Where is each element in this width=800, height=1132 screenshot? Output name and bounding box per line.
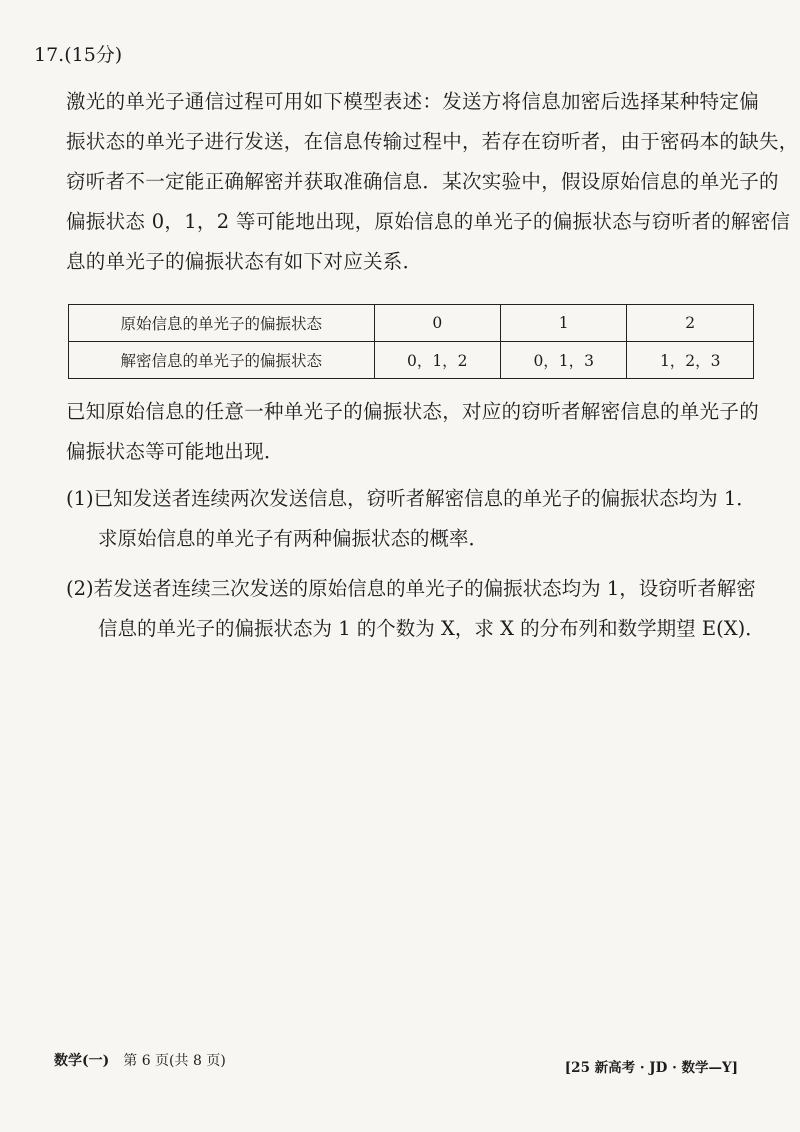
table-cell: 1，2，3 — [627, 342, 754, 379]
intro-line: 息的单光子的偏振状态有如下对应关系． — [66, 250, 423, 273]
paragraph-line: 偏振状态等可能地出现． — [66, 440, 284, 463]
table-cell: 0，1，3 — [501, 342, 627, 379]
subquestion-1-line2: 求原始信息的单光子有两种偏振状态的概率． — [98, 527, 489, 550]
intro-line: 偏振状态 0，1，2 等可能地出现，原始信息的单光子的偏振状态与窃听者的解密信 — [66, 210, 791, 233]
table-row — [69, 342, 754, 379]
row-label: 原始信息的单光子的偏振状态 — [69, 305, 375, 342]
subquestion-1-line1: (1)已知发送者连续两次发送信息，窃听者解密信息的单光子的偏振状态均为 1． — [66, 487, 756, 510]
row-label: 解密信息的单光子的偏振状态 — [69, 342, 375, 379]
intro-line: 激光的单光子通信过程可用如下模型表述：发送方将信息加密后选择某种特定偏 — [66, 90, 760, 113]
table-cell: 1 — [501, 305, 627, 342]
after-table-paragraph — [66, 392, 766, 472]
question-points: (15分) — [64, 44, 123, 66]
polarization-table — [68, 304, 754, 379]
intro-line: 窃听者不一定能正确解密并获取准确信息．某次实验中，假设原始信息的单光子的 — [66, 170, 779, 193]
intro-paragraph — [66, 82, 799, 282]
question-number: 17. — [34, 44, 65, 66]
table-cell: 0 — [374, 305, 500, 342]
footer-left — [54, 1050, 226, 1070]
footer-code: [25 新高考 · JD · 数学—Y] — [564, 1060, 738, 1076]
table-cell: 0，1，2 — [374, 342, 500, 379]
table-cell: 2 — [627, 305, 754, 342]
intro-line: 振状态的单光子进行发送，在信息传输过程中，若存在窃听者，由于密码本的缺失， — [66, 130, 799, 153]
subquestion-2-line2: 信息的单光子的偏振状态为 1 的个数为 X，求 X 的分布列和数学期望 E(X)． — [98, 617, 765, 640]
table-row — [69, 305, 754, 342]
paragraph-line: 已知原始信息的任意一种单光子的偏振状态，对应的窃听者解密信息的单光子的 — [66, 400, 760, 423]
footer-subject: 数学(一) — [54, 1053, 110, 1069]
footer-page: 第 6 页(共 8 页) — [123, 1053, 226, 1069]
question-header — [34, 40, 122, 67]
subquestion-2-line1: (2)若发送者连续三次发送的原始信息的单光子的偏振状态均为 1，设窃听者解密 — [66, 577, 756, 600]
